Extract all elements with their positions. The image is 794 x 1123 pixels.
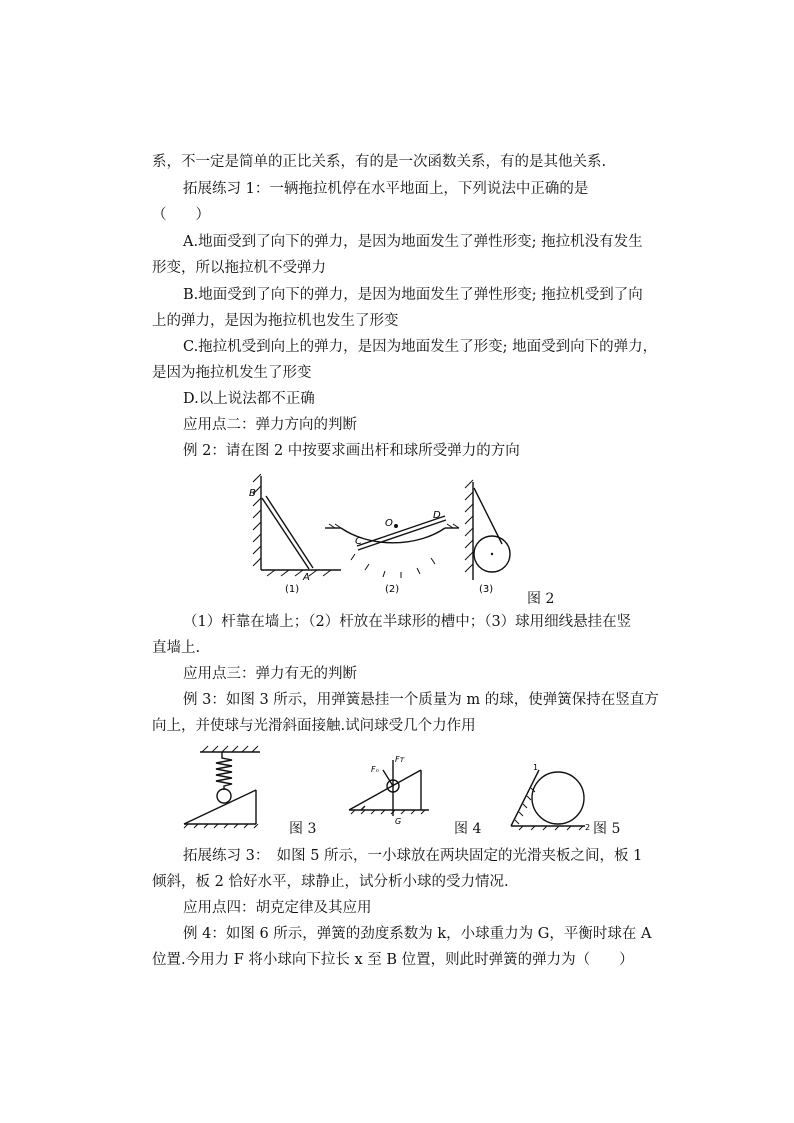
subfigure-label: (2) [385, 584, 400, 595]
label-o: O [385, 518, 393, 529]
label-c: C [355, 536, 362, 547]
text-line: 是因为拖拉机发生了形变 [152, 365, 312, 381]
text-line: 例 4：如图 6 所示，弹簧的劲度系数为 k，小球重力为 G，平衡时球在 A [183, 926, 652, 942]
force-label-g: G [395, 817, 402, 826]
text-line: 位置.今用力 F 将小球向下拉长 x 至 B 位置，则此时弹簧的弹力为（ ） [152, 952, 634, 968]
figure-2-caption: 图 2 [527, 591, 555, 607]
figure-3 [178, 744, 278, 834]
section-heading: 应用点三：弹力有无的判断 [183, 666, 357, 682]
text-line: B.地面受到了向下的弹力，是因为地面发生了弹性形变; 拖拉机受到了向 [183, 287, 643, 303]
text-line: 倾斜，板 2 恰好水平，球静止，试分析小球的受力情况. [152, 874, 509, 890]
text-line: 例 3：如图 3 所示，用弹簧悬挂一个质量为 m 的球，使弹簧保持在竖直方 [183, 692, 659, 708]
text-line: C.拖拉机受到向上的弹力，是因为地面发生了形变; 地面受到向下的弹力， [183, 339, 658, 355]
text-line: 上的弹力，是因为拖拉机也发生了形变 [152, 313, 399, 329]
subfigure-label: (1) [285, 584, 300, 595]
board-label-2: 2 [585, 823, 591, 832]
text-line: 拓展练习 3： 如图 5 所示，一小球放在两块固定的光滑夹板之间，板 1 [183, 848, 643, 864]
text-line: 系，不一定是简单的正比关系，有的是一次函数关系，有的是其他关系. [152, 154, 607, 170]
text-line: 拓展练习 1：一辆拖拉机停在水平地面上，下列说法中正确的是 [183, 181, 589, 197]
label-b: B [249, 488, 256, 499]
label-d: D [433, 510, 441, 521]
figure-4 [343, 752, 438, 834]
force-label-t: Fᴛ [395, 755, 405, 764]
figure-3-caption: 图 3 [289, 821, 317, 837]
text-line: 形变，所以拖拉机不受弹力 [152, 260, 326, 276]
text-line: （1）杆靠在墙上；（2）杆放在半球形的槽中；（3）球用细线悬挂在竖 [183, 614, 632, 630]
force-label-n: Fₙ [371, 765, 379, 774]
figure-4-caption: 图 4 [454, 821, 482, 837]
text-line: 向上，并使球与光滑斜面接触.试问球受几个力作用 [152, 718, 476, 734]
section-heading: 应用点四：胡克定律及其应用 [183, 900, 372, 916]
label-a: A [303, 572, 310, 583]
figure-5-caption: 图 5 [593, 821, 621, 837]
section-heading: 应用点二：弹力方向的判断 [183, 417, 357, 433]
subfigure-label: (3) [479, 584, 494, 595]
text-line: A.地面受到了向下的弹力，是因为地面发生了弹性形变; 拖拉机没有发生 [183, 234, 643, 250]
text-line: （ ） [152, 207, 210, 223]
text-line: D.以上说法都不正确 [183, 391, 315, 407]
text-line: 例 2：请在图 2 中按要求画出杆和球所受弹力的方向 [183, 443, 520, 459]
figure-2 [245, 468, 575, 608]
figure-5 [505, 760, 597, 834]
text-line: 直墙上. [152, 640, 201, 656]
board-label-1: 1 [533, 763, 539, 772]
